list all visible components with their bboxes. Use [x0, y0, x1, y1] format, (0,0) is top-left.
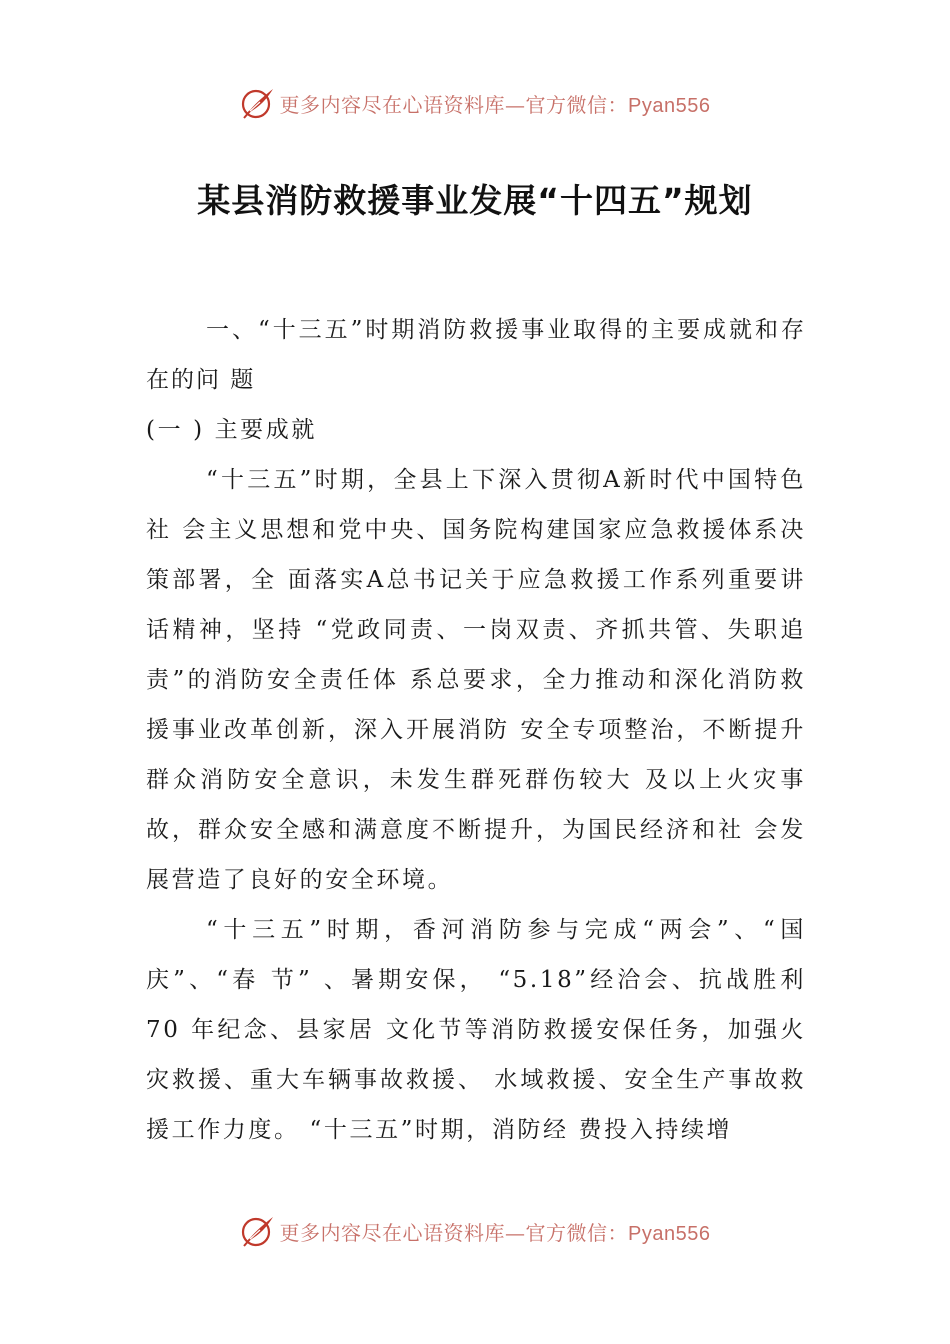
quill-logo-icon	[240, 1213, 276, 1249]
quill-logo-icon	[240, 85, 276, 121]
section-heading: 一、“十三五”时期消防救援事业取得的主要成就和存在的问 题	[146, 317, 806, 393]
watermark-text: 更多内容尽在心语资料库—官方微信：Pyan556	[279, 92, 711, 117]
subsection-heading: (一 ) 主要成就	[146, 417, 317, 443]
wechat-id: Pyan556	[628, 94, 711, 117]
footer-watermark	[0, 1211, 950, 1251]
document-body	[146, 305, 806, 1155]
document-title: 某县消防救援事业发展“十四五”规划	[197, 181, 753, 220]
body-paragraph: “十三五”时期，全县上下深入贯彻A新时代中国特色社 会主义思想和党中央、国务院构建国家应急救援体系决策部署，全 面落实A总书记关于应急救援工作系列重要讲话精神，坚持 “党政同责、一岗双责、齐抓共管、失职追责”的消防安全责任体 系总要求，全力推动和深化消防救援事业改革创新，深入开展消防 安全专项整治，不断提升群众消防安全意识，未发生群死群伤较大 及以上火灾事故，群众安全感和满意度不断提升，为国民经济和社 会发展营造了良好的安全环境。	[146, 467, 806, 893]
watermark-text: 更多内容尽在心语资料库—官方微信：Pyan556	[279, 1220, 711, 1245]
wechat-id: Pyan556	[628, 1222, 711, 1245]
body-paragraph: “十三五”时期，香河消防参与完成“两会”、“国庆”、“春 节” 、暑期安保， “5.18”经洽会、抗战胜利 70 年纪念、县家居 文化节等消防救援安保任务，加强火灾救援、重大车辆事故救援、 水域救援、安全生产事故救援工作力度。 “十三五”时期，消防经 费投入持续增	[146, 917, 806, 1143]
header-watermark	[0, 83, 950, 123]
